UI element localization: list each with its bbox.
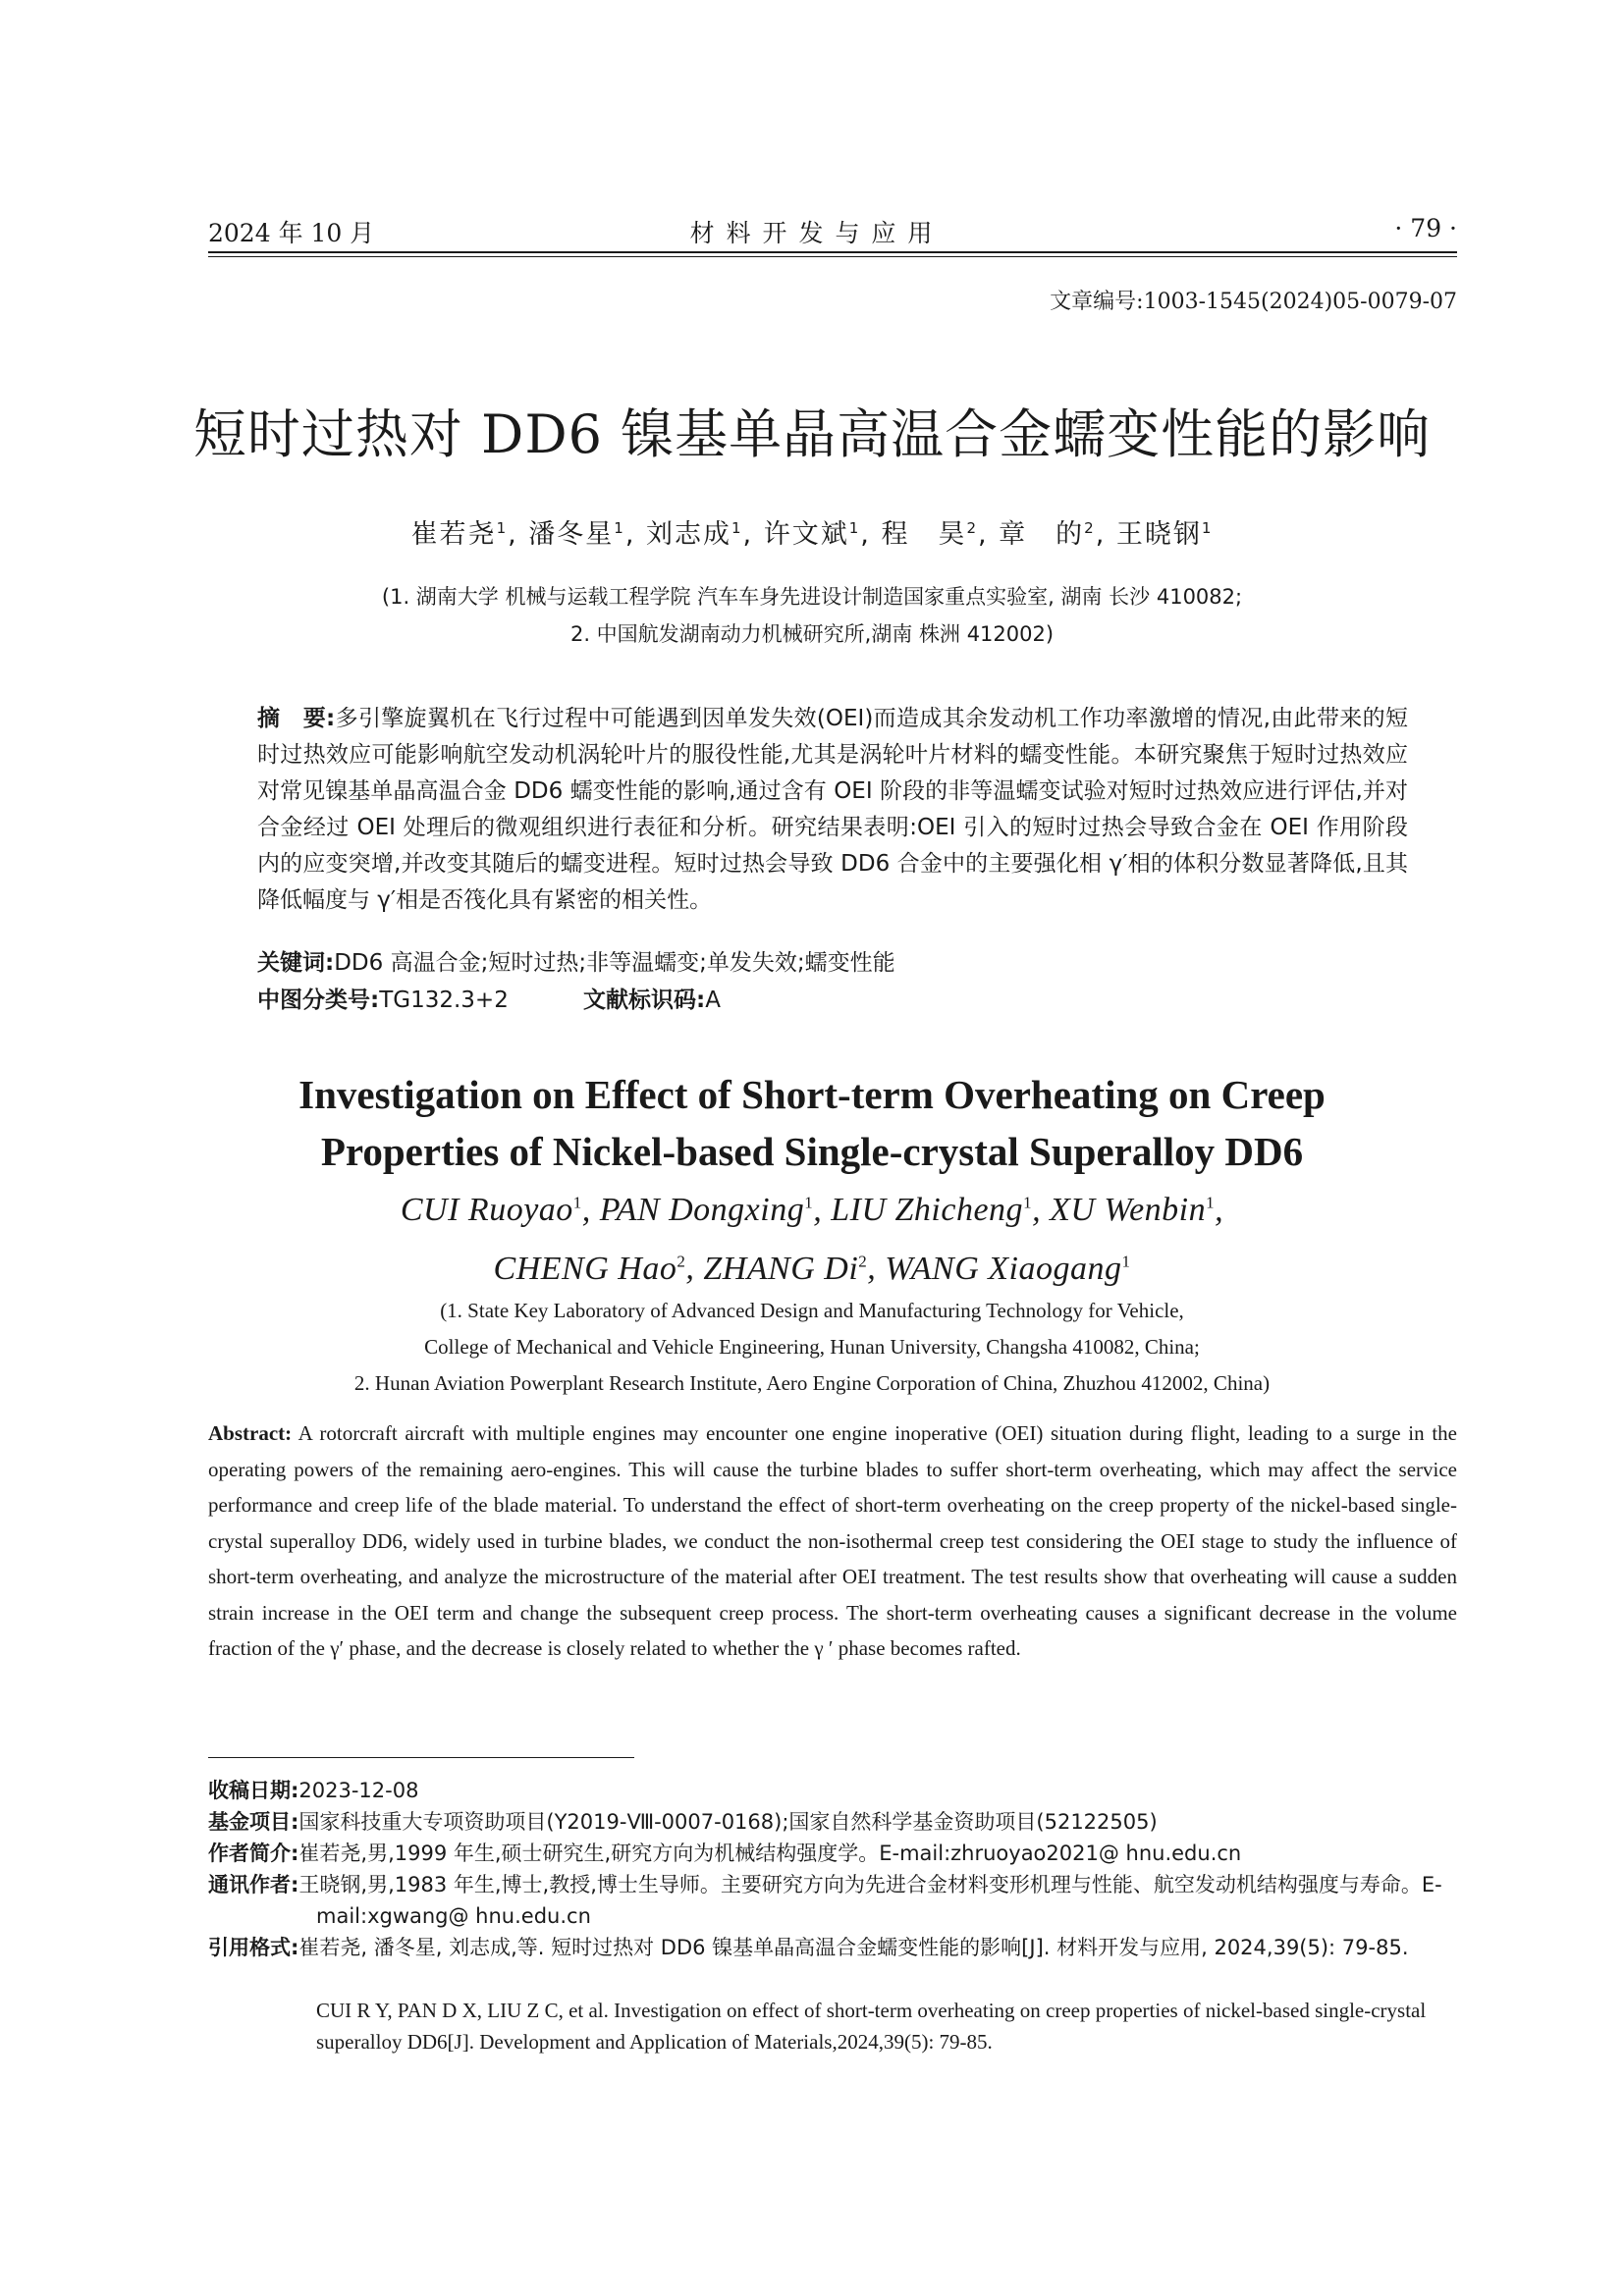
footnote-citation-cn: 引用格式:崔若尧, 潘冬星, 刘志成,等. 短时过热对 DD6 镍基单晶高温合金蠕变性能的影响[J]. 材料开发与应用, 2024,39(5): 79-85. [208, 1936, 1409, 1959]
affiliation-en-line: 2. Hunan Aviation Powerplant Research Institute, Aero Engine Corporation of China, Zhuzhou 412002, China) [353, 1371, 1271, 1395]
article-number: 文章编号:1003-1545(2024)05-0079-07 [1050, 290, 1457, 314]
author-en: LIU Zhicheng$^1$ [831, 1192, 1033, 1229]
classification-label: 中图分类号: [257, 988, 380, 1013]
classification-code [257, 982, 509, 1014]
author-cn: 崔若尧$^1$ [410, 519, 509, 550]
author-cn: 程 昊$^2$ [881, 519, 978, 550]
authors-chinese: 崔若尧$^1$, 潘冬星$^1$, 刘志成$^1$, 许文斌$^1$, 程 昊$^2$, 章 的$^2$, 王晓钢$^1$ [410, 519, 1214, 550]
header-rule-thin [208, 256, 1457, 257]
author-en: CHENG Hao$^2$ [493, 1250, 686, 1287]
author-cn: 许文斌$^1$ [763, 519, 861, 550]
footnote-corresponding: 通讯作者:王晓钢,男,1983 年生,博士,教授,博士生导师。主要研究方向为先进合金材料变形机理与性能、航空发动机结构强度与寿命。E-mail:xgwang@ hnu.edu.cn [208, 1873, 1442, 1928]
authors-english [0, 1178, 1624, 1295]
document-code-value: A [705, 988, 721, 1013]
keywords-text: DD6 高温合金;短时过热;非等温蠕变;单发失效;蠕变性能 [334, 950, 895, 976]
author-cn: 章 的$^2$ [999, 519, 1096, 550]
abstract-cn-text: 多引擎旋翼机在飞行过程中可能遇到因单发失效(OEI)而造成其余发动机工作功率激增的情况,由此带来的短时过热效应可能影响航空发动机涡轮叶片的服役性能,尤其是涡轮叶片材料的蠕变性能。本研究聚焦于短时过热效应对常见镍基单晶高温合金 DD6 蠕变性能的影响,通过含有 OEI 阶段的非等温蠕变试验对短时过热效应进行评估,并对合金经过 OEI 处理后的微观组织进行表征和分析。研究结果表明:OEI 引入的短时过热会导致合金在 OEI 作用阶段内的应变突增,并改变其随后的蠕变进程。短时过热会导致 DD6 合金中的主要强化相 γ′相的体积分数显著降低,且其降低幅度与 γ′相是否筏化具有紧密的相关性。 [257, 706, 1408, 913]
affiliation-en-line: (1. State Key Laboratory of Advanced Design and Manufacturing Technology for Vehicle, [440, 1299, 1184, 1322]
affiliation-cn-line: (1. 湖南大学 机械与运载工程学院 汽车车身先进设计制造国家重点实验室, 湖南 长沙 410082; [381, 585, 1243, 609]
author-en: ZHANG Di$^2$ [703, 1250, 868, 1287]
authors-english-line: CUI Ruoyao$^1$, PAN Dongxing$^1$, LIU Zhicheng$^1$, XU Wenbin$^1$, [400, 1192, 1224, 1229]
authors-english-line: CHENG Hao$^2$, ZHANG Di$^2$, WANG Xiaogang$^1$ [493, 1250, 1131, 1287]
keywords-chinese [257, 944, 895, 977]
keywords-label: 关键词: [257, 950, 335, 976]
affiliations-english [0, 1293, 1624, 1402]
title-english-line: Investigation on Effect of Short-term Overheating on Creep [298, 1072, 1326, 1117]
footnote-received: 收稿日期:2023-12-08 [208, 1779, 419, 1802]
classification-value: TG132.3+2 [379, 988, 509, 1013]
abstract-cn-label: 摘 要: [257, 706, 336, 731]
author-en: XU Wenbin$^1$ [1050, 1192, 1216, 1229]
footnote-rule [208, 1757, 634, 1758]
running-header-journal: 材 料 开 发 与 应 用 [689, 219, 935, 247]
running-header-date: 2024 年 10 月 [208, 219, 375, 247]
footnote-fund: 基金项目:国家科技重大专项资助项目(Y2019-Ⅷ-0007-0168);国家自然科学基金资助项目(52122505) [208, 1810, 1158, 1834]
abstract-en-text: A rotorcraft aircraft with multiple engines may encounter one engine inoperative (OEI) situation during flight, leading to a surge in the operating powers of the remaining aero-engines. This will cause the turbine blades to suffer short-term overheating, which may affect the service performance and creep life of the blade material. To understand the effect of short-term overheating on the creep property of the nickel-based single-crystal superalloy DD6, widely used in turbine blades, we conduct the non-isothermal creep test considering the OEI stage to study the influence of short-term overheating, and analyze the microstructure of the material after OEI treatment. The test results show that overheating will cause a sudden strain increase in the OEI term and change the subsequent creep process. The short-term overheating causes a significant decrease in the volume fraction of the γ′ phase, and the decrease is closely related to whether the γ ′ phase becomes rafted. [208, 1421, 1457, 1660]
abstract-en-label: Abstract: [208, 1421, 293, 1445]
author-cn: 王晓钢$^1$ [1115, 519, 1214, 550]
abstract-chinese [257, 701, 1408, 919]
author-en: CUI Ruoyao$^1$ [400, 1192, 582, 1229]
document-code-label: 文献标识码: [583, 988, 706, 1013]
title-chinese: 短时过热对 DD6 镍基单晶高温合金蠕变性能的影响 [192, 403, 1432, 465]
author-en: WANG Xiaogang$^1$ [885, 1250, 1131, 1287]
author-cn: 刘志成$^1$ [646, 519, 743, 550]
title-english-line: Properties of Nickel-based Single-crystal Superalloy DD6 [320, 1129, 1304, 1174]
title-english [0, 1066, 1624, 1180]
author-en: PAN Dongxing$^1$ [599, 1192, 814, 1229]
header-rule [208, 251, 1457, 253]
document-code [583, 982, 721, 1014]
affiliation-cn-line: 2. 中国航发湖南动力机械研究所,湖南 株洲 412002) [569, 622, 1055, 646]
author-cn: 潘冬星$^1$ [528, 519, 625, 550]
abstract-english [208, 1415, 1457, 1667]
footnote-citation-en: CUI R Y, PAN D X, LIU Z C, et al. Investigation on effect of short-term overheating on creep properties of nickel-based single-crystal superalloy DD6[J]. Development and Application of Materials,2024,39(5): 79-85. [316, 1999, 1427, 2054]
running-header-page-number: · 79 · [1394, 214, 1457, 242]
footnote-author-bio: 作者简介:崔若尧,男,1999 年生,硕士研究生,研究方向为机械结构强度学。E-mail:zhruoyao2021@ hnu.edu.cn [208, 1842, 1242, 1865]
affiliation-en-line: College of Mechanical and Vehicle Engineering, Hunan University, Changsha 410082, China; [424, 1335, 1200, 1359]
